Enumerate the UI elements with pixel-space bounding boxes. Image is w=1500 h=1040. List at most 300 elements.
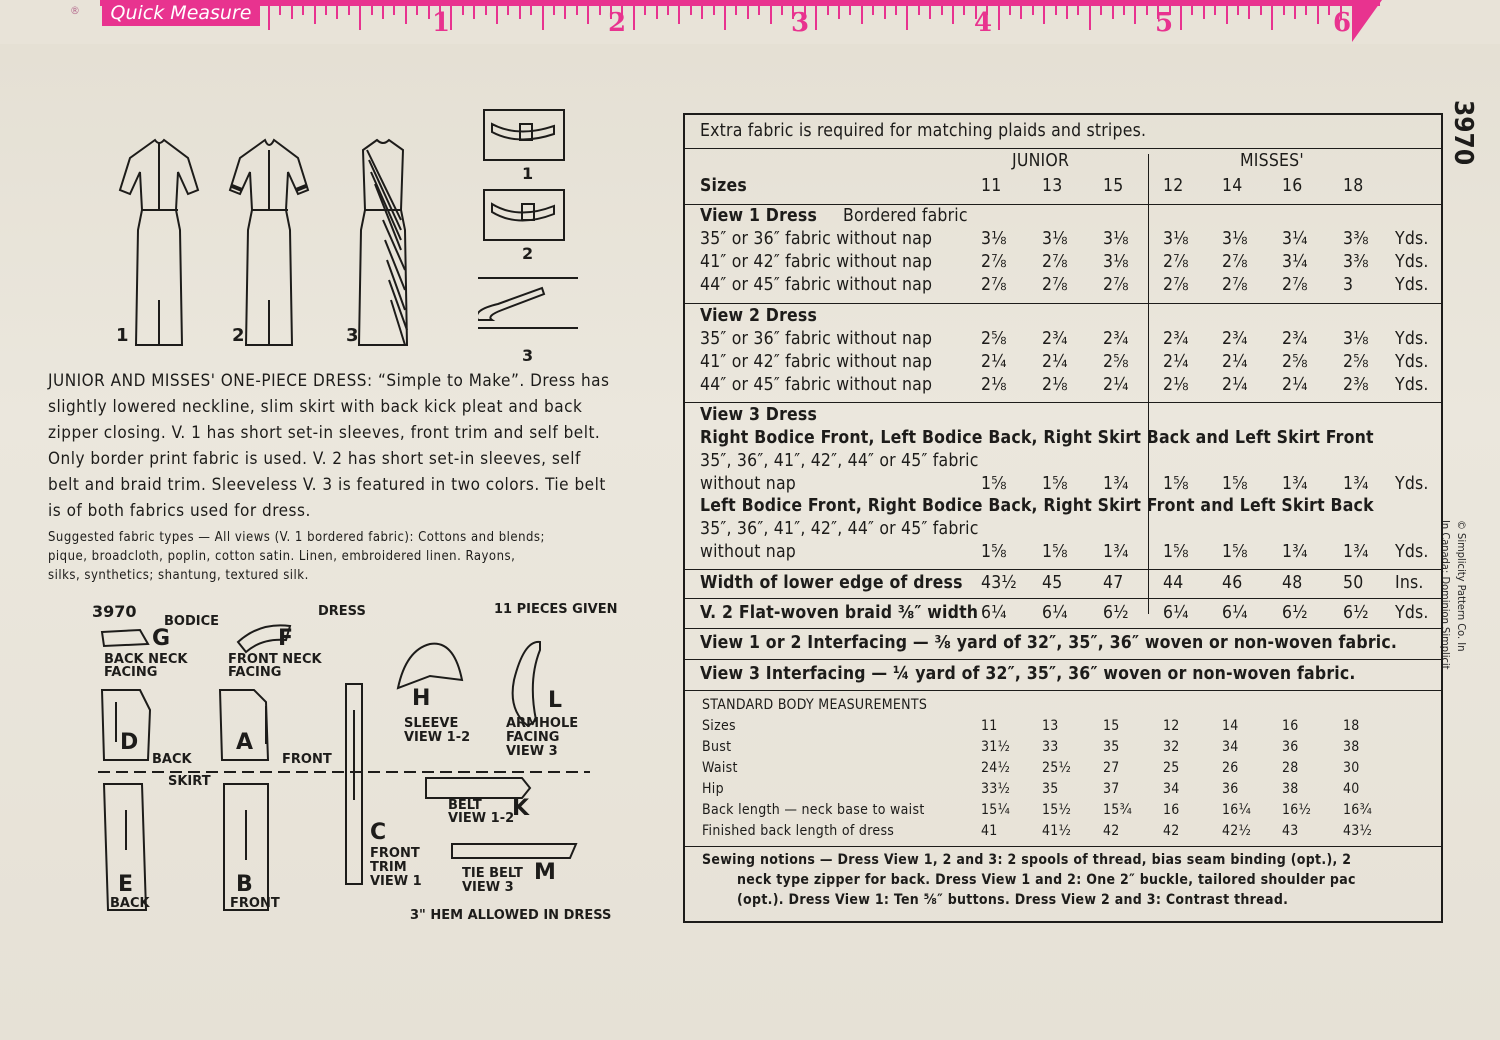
ruler-number-3: 3 (791, 8, 810, 38)
view2-row-cell: 2¼ (1222, 352, 1248, 372)
ruler-tick (735, 6, 737, 15)
std-row-cell: 24½ (981, 760, 1011, 776)
view1-row-cell: 2⅞ (1103, 275, 1129, 295)
ruler-tick (359, 6, 361, 30)
ruler-tick (747, 6, 749, 19)
piece-letter-f: F (278, 626, 294, 651)
ruler-tick (291, 6, 293, 19)
view1-row-cell: 2⅞ (1163, 275, 1189, 295)
view1-row-cell: 2⅞ (1163, 252, 1189, 272)
piece-letter-d: D (120, 730, 139, 755)
std-row-cell: 31½ (981, 739, 1011, 755)
braid-row-cell: 6½ (1343, 603, 1369, 623)
std-row-cell: 25½ (1042, 760, 1072, 776)
view2-row-cell: 2⅛ (1163, 375, 1189, 395)
ruler-tick (519, 6, 521, 19)
view1-row-cell: 3¼ (1282, 252, 1308, 272)
chart-rule-std (685, 846, 1441, 847)
ruler-tick (450, 6, 452, 30)
ruler-tick (713, 6, 715, 15)
view1-row-cell: 3⅛ (1103, 252, 1129, 272)
ruler-tick (1077, 6, 1079, 15)
dress-views-illustration (100, 120, 460, 360)
view-label-3: 3 (346, 325, 359, 346)
std-row-cell: 16 (1282, 718, 1299, 734)
ruler-tick (507, 6, 509, 15)
ruler-number-1: 1 (432, 8, 451, 38)
view3b-row-cell: 1¾ (1343, 542, 1369, 562)
skirt-heading: SKIRT (168, 774, 211, 789)
view3-group-a-nap: without nap (700, 474, 797, 494)
view2-row-label: 35″ or 36″ fabric without nap (700, 329, 933, 349)
piece-l-label-2: FACING (506, 730, 560, 745)
ruler-tick (1294, 6, 1296, 19)
ruler-brand: Quick Measure (102, 0, 260, 26)
std-row-cell: 16¾ (1343, 802, 1373, 818)
ruler-tick (1271, 6, 1273, 30)
view1-row-cell: 3⅛ (981, 229, 1007, 249)
piece-letter-m: M (534, 860, 556, 885)
description-line-5: belt and braid trim. Sleeveless V. 3 is featured in two colors. Tie belt (48, 475, 606, 495)
std-row-label: Hip (702, 781, 724, 797)
ruler-tick (758, 6, 760, 15)
ruler-tick (849, 6, 851, 15)
std-row-cell: 33½ (981, 781, 1011, 797)
fabric-types-line-1: Suggested fabric types — All views (V. 1 bordered fabric): Cottons and blends; (48, 530, 545, 545)
piece-h-label-1: SLEEVE (404, 716, 459, 731)
ruler-tick (1305, 6, 1307, 15)
ruler-tick (1214, 6, 1216, 15)
ruler-tick (462, 6, 464, 15)
chart-rule-v2 (685, 402, 1441, 403)
std-row-cell: 15¼ (981, 802, 1011, 818)
ruler-tick (1226, 6, 1228, 24)
view2-row-cell: 2⅝ (981, 329, 1007, 349)
ruler-tick (884, 6, 886, 19)
ruler-number-2: 2 (608, 8, 627, 38)
view2-row-cell: 2¾ (1282, 329, 1308, 349)
view3b-row-cell: 1⅝ (1042, 542, 1068, 562)
std-row-cell: 42½ (1222, 823, 1252, 839)
std-row-cell: 38 (1282, 781, 1299, 797)
view3b-row-cell: 1⅝ (1163, 542, 1189, 562)
std-row-cell: 13 (1042, 718, 1059, 734)
view3b-row-unit: Yds. (1395, 542, 1429, 562)
piece-letter-l: L (548, 688, 563, 713)
view1-row-cell: 3 (1343, 275, 1354, 295)
std-row-cell: 15¾ (1103, 802, 1133, 818)
ruler-tick (827, 6, 829, 15)
ruler-tick (1089, 6, 1091, 30)
std-row-cell: 14 (1222, 718, 1239, 734)
view2-row-cell: 2¼ (981, 352, 1007, 372)
piece-c-label-2: TRIM (370, 860, 407, 875)
ruler-tick (348, 6, 350, 15)
std-row-cell: 35 (1042, 781, 1059, 797)
piece-m-label-2: VIEW 3 (462, 880, 514, 895)
piece-k-label-1: BELT (448, 798, 482, 813)
misses-heading: MISSES' (1240, 151, 1304, 171)
chart-rule-int1 (685, 659, 1441, 660)
width-row-unit: Ins. (1395, 573, 1424, 593)
ruler-tick (382, 6, 384, 19)
view1-row-cell: 3⅛ (1163, 229, 1189, 249)
view3-group-a: Right Bodice Front, Left Bodice Back, Right Skirt Back and Left Skirt Front (700, 428, 1374, 448)
belt-label-2: 2 (522, 244, 534, 263)
std-row-cell: 36 (1222, 781, 1239, 797)
ruler-tick (428, 6, 430, 19)
piece-letter-g: G (152, 626, 171, 651)
ruler-tick (1123, 6, 1125, 15)
ruler-tick (1009, 6, 1011, 15)
view2-row-unit: Yds. (1395, 375, 1429, 395)
view2-row-unit: Yds. (1395, 329, 1429, 349)
view3a-row-cell: 1⅝ (1163, 474, 1189, 494)
ruler-tick (701, 6, 703, 19)
braid-row-cell: 6½ (1103, 603, 1129, 623)
ruler-tick (564, 6, 566, 19)
piece-a-label: FRONT (282, 752, 332, 767)
view1-row-cell: 3⅛ (1222, 229, 1248, 249)
view2-row-cell: 2⅛ (1042, 375, 1068, 395)
size-header-cell: 16 (1282, 176, 1303, 196)
chart-rule-width (685, 598, 1441, 599)
std-row-cell: 41 (981, 823, 998, 839)
fabric-types-line-2: pique, broadcloth, poplin, cotton satin. Linen, embroidered linen. Rayons, (48, 549, 516, 564)
view3a-row-cell: 1⅝ (1222, 474, 1248, 494)
view3a-row-cell: 1¾ (1103, 474, 1129, 494)
ruler-tick (553, 6, 555, 15)
view2-row-label: 41″ or 42″ fabric without nap (700, 352, 933, 372)
piece-h-label-2: VIEW 1-2 (404, 730, 471, 745)
view1-row-label: 35″ or 36″ fabric without nap (700, 229, 933, 249)
piece-m-label-1: TIE BELT (462, 866, 523, 881)
width-row-cell: 43½ (981, 573, 1017, 593)
view2-row-label: 44″ or 45″ fabric without nap (700, 375, 933, 395)
ruler-tick (587, 6, 589, 24)
piece-letter-h: H (412, 686, 431, 711)
view1-row-cell: 3⅜ (1343, 252, 1369, 272)
ruler-tick (656, 6, 658, 19)
std-row-cell: 33 (1042, 739, 1059, 755)
std-row-cell: 43½ (1343, 823, 1373, 839)
belt-illustrations (478, 106, 578, 346)
view-label-1: 1 (116, 325, 129, 346)
braid-label: V. 2 Flat-woven braid ⅜″ width (700, 603, 979, 623)
view3-title: View 3 Dress (700, 405, 818, 425)
width-label: Width of lower edge of dress (700, 573, 963, 593)
view1-row-cell: 3⅛ (1103, 229, 1129, 249)
sizes-label: Sizes (700, 176, 747, 196)
view2-row-cell: 2¾ (1042, 329, 1068, 349)
ruler-tick (416, 6, 418, 15)
std-row-cell: 42 (1103, 823, 1120, 839)
ruler-tick (781, 6, 783, 15)
junior-misses-divider (1148, 154, 1149, 614)
view1-title: View 1 Dress (700, 206, 818, 226)
ruler-tick (542, 6, 544, 30)
piece-l-label-1: ARMHOLE (506, 716, 579, 731)
ruler-tick (929, 6, 931, 19)
ruler-tick (1100, 6, 1102, 15)
braid-row-cell: 6¼ (1042, 603, 1068, 623)
registered-mark: ® (70, 4, 80, 17)
ruler-tick (815, 6, 817, 30)
ruler-tick (861, 6, 863, 24)
chart-rule-top (685, 148, 1441, 149)
belt-label-3: 3 (522, 346, 534, 365)
dress-heading: DRESS (318, 604, 366, 619)
std-row-label: Sizes (702, 718, 736, 734)
ruler-tick (1248, 6, 1250, 19)
size-header-cell: 12 (1163, 176, 1184, 196)
view3-group-b-nap: without nap (700, 542, 797, 562)
piece-g-label-2: FACING (104, 665, 158, 680)
std-row-cell: 15½ (1042, 802, 1072, 818)
ruler-tick (576, 6, 578, 15)
std-row-cell: 16½ (1282, 802, 1312, 818)
ruler-tick (644, 6, 646, 15)
width-row-cell: 50 (1343, 573, 1364, 593)
view1-row-cell: 3⅛ (1042, 229, 1068, 249)
view3b-row-cell: 1¾ (1282, 542, 1308, 562)
size-header-cell: 18 (1343, 176, 1364, 196)
description-line-3: zipper closing. V. 1 has short set-in sleeves, front trim and self belt. (48, 423, 601, 443)
view2-row-cell: 2⅝ (1343, 352, 1369, 372)
piece-d-label: BACK (152, 752, 192, 767)
std-row-cell: 16 (1163, 802, 1180, 818)
braid-row-cell: 6½ (1282, 603, 1308, 623)
interfacing-view-1-2: View 1 or 2 Interfacing — ⅜ yard of 32″, 35″, 36″ woven or non-woven fabric. (700, 633, 1398, 653)
ruler-tick (1066, 6, 1068, 19)
size-header-cell: 14 (1222, 176, 1243, 196)
chart-rule-sizes (685, 204, 1441, 205)
ruler-tick (838, 6, 840, 19)
view1-row-unit: Yds. (1395, 275, 1429, 295)
view2-row-cell: 2¾ (1222, 329, 1248, 349)
plaid-note: Extra fabric is required for matching plaids and stripes. (700, 121, 1147, 141)
size-header-cell: 11 (981, 176, 1002, 196)
std-row-cell: 32 (1163, 739, 1180, 755)
notions-line-3: (opt.). Dress View 1: Ten ⅝″ buttons. Dress View 2 and 3: Contrast thread. (737, 892, 1289, 908)
piece-k-label-2: VIEW 1-2 (448, 811, 515, 826)
ruler-tick (302, 6, 304, 15)
ruler-tick (1328, 6, 1330, 15)
view1-row-cell: 2⅞ (1042, 275, 1068, 295)
description-line-6: is of both fabrics used for dress. (48, 501, 311, 521)
view3a-row-cell: 1⅝ (981, 474, 1007, 494)
ruler-tick (371, 6, 373, 15)
view2-row-cell: 2⅜ (1343, 375, 1369, 395)
view1-row-cell: 2⅞ (981, 275, 1007, 295)
view3-group-b-fabric: 35″, 36″, 41″, 42″, 44″ or 45″ fabric (700, 519, 979, 539)
ruler-tick (872, 6, 874, 15)
view1-row-cell: 3⅜ (1343, 229, 1369, 249)
std-row-cell: 12 (1163, 718, 1180, 734)
std-row-cell: 15 (1103, 718, 1120, 734)
std-row-cell: 28 (1282, 760, 1299, 776)
std-row-cell: 36 (1282, 739, 1299, 755)
chart-rule-v1 (685, 303, 1441, 304)
std-row-cell: 34 (1222, 739, 1239, 755)
hem-note: 3" HEM ALLOWED IN DRESS (410, 908, 612, 923)
view3b-row-cell: 1⅝ (981, 542, 1007, 562)
ruler-tick (1112, 6, 1114, 19)
std-row-cell: 43 (1282, 823, 1299, 839)
view2-row-cell: 2⅝ (1282, 352, 1308, 372)
std-row-cell: 18 (1343, 718, 1360, 734)
standard-measurements-title: STANDARD BODY MEASUREMENTS (702, 697, 928, 713)
ruler-tick (336, 6, 338, 19)
std-row-label: Bust (702, 739, 732, 755)
ruler-tick (918, 6, 920, 15)
ruler-tick (268, 6, 270, 30)
braid-row-cell: 6¼ (1163, 603, 1189, 623)
ruler-tick (667, 6, 669, 15)
view2-row-cell: 2¼ (1222, 375, 1248, 395)
piece-c-label-1: FRONT (370, 846, 420, 861)
piece-letter-k: K (512, 796, 530, 821)
ruler-number-4: 4 (974, 8, 993, 38)
ruler-number-5: 5 (1155, 8, 1174, 38)
width-row-cell: 44 (1163, 573, 1184, 593)
std-row-label: Waist (702, 760, 738, 776)
std-row-cell: 25 (1163, 760, 1180, 776)
std-row-cell: 37 (1103, 781, 1120, 797)
ruler-tick (690, 6, 692, 15)
view2-row-cell: 2¾ (1163, 329, 1189, 349)
ruler-tick (325, 6, 327, 15)
piece-b-label: FRONT (230, 896, 280, 911)
view3b-row-cell: 1⅝ (1222, 542, 1248, 562)
ruler-tick (1055, 6, 1057, 15)
view2-row-unit: Yds. (1395, 352, 1429, 372)
ruler-tick (1237, 6, 1239, 15)
view3b-row-cell: 1¾ (1103, 542, 1129, 562)
view2-row-cell: 3⅛ (1343, 329, 1369, 349)
piece-letter-b: B (236, 872, 253, 897)
junior-heading: JUNIOR (1012, 151, 1070, 171)
copyright-line: © Simplicity Pattern Co. In (1455, 520, 1468, 652)
pieces-given: 11 PIECES GIVEN (494, 602, 618, 617)
view3-group-a-fabric: 35″, 36″, 41″, 42″, 44″ or 45″ fabric (700, 451, 979, 471)
chart-rule-v3 (685, 569, 1441, 570)
piece-c-label-3: VIEW 1 (370, 874, 422, 889)
std-row-cell: 11 (981, 718, 998, 734)
piece-g-label-1: BACK NECK (104, 652, 188, 667)
description-line-1: JUNIOR AND MISSES' ONE-PIECE DRESS: “Simple to Make”. Dress has (48, 371, 610, 391)
braid-row-cell: 6¼ (1222, 603, 1248, 623)
ruler-tick (279, 6, 281, 15)
ruler-tick (393, 6, 395, 15)
ruler-tick (952, 6, 954, 24)
view3-group-b: Left Bodice Front, Right Bodice Back, Right Skirt Front and Left Skirt Back (700, 496, 1374, 516)
ruler-tick (941, 6, 943, 15)
bodice-heading: BODICE (164, 614, 220, 629)
ruler-tick (1180, 6, 1182, 30)
ruler-tick (1020, 6, 1022, 19)
std-row-label: Back length — neck base to waist (702, 802, 925, 818)
piece-l-label-3: VIEW 3 (506, 744, 558, 759)
ruler-tick (770, 6, 772, 24)
std-row-cell: 35 (1103, 739, 1120, 755)
view2-row-cell: 2¼ (1163, 352, 1189, 372)
std-row-cell: 40 (1343, 781, 1360, 797)
size-header-cell: 15 (1103, 176, 1124, 196)
view1-row-label: 44″ or 45″ fabric without nap (700, 275, 933, 295)
view2-row-cell: 2⅛ (981, 375, 1007, 395)
ruler-tick (906, 6, 908, 30)
view1-row-cell: 3¼ (1282, 229, 1308, 249)
chart-rule-braid (685, 628, 1441, 629)
std-row-cell: 38 (1343, 739, 1360, 755)
belt-label-1: 1 (522, 164, 534, 183)
ruler-end-marker (1352, 0, 1382, 42)
braid-row-unit: Yds. (1395, 603, 1429, 623)
ruler-tick (1260, 6, 1262, 15)
width-row-cell: 46 (1222, 573, 1243, 593)
quick-measure-ruler (0, 0, 1500, 44)
ruler-tick (963, 6, 965, 15)
notions-line-1: Sewing notions — Dress View 1, 2 and 3: 2 spools of thread, bias seam binding (opt.), 2 (702, 852, 1352, 868)
ruler-tick (895, 6, 897, 15)
std-row-cell: 27 (1103, 760, 1120, 776)
size-header-cell: 13 (1042, 176, 1063, 196)
view2-row-cell: 2¾ (1103, 329, 1129, 349)
piece-letter-c: C (370, 820, 387, 845)
view2-row-cell: 2⅝ (1103, 352, 1129, 372)
piece-f-label-2: FACING (228, 665, 282, 680)
ruler-tick (678, 6, 680, 24)
ruler-number-6: 6 (1333, 8, 1352, 38)
piece-letter-e: E (118, 872, 134, 897)
ruler-tick (485, 6, 487, 15)
std-row-label: Finished back length of dress (702, 823, 895, 839)
ruler-tick (633, 6, 635, 30)
pattern-number-vertical: 3970 (1448, 100, 1478, 166)
std-row-cell: 30 (1343, 760, 1360, 776)
std-row-cell: 41½ (1042, 823, 1072, 839)
description-line-2: slightly lowered neckline, slim skirt with back kick pleat and back (48, 397, 583, 417)
std-row-cell: 34 (1163, 781, 1180, 797)
ruler-tick (1146, 6, 1148, 15)
ruler-tick (724, 6, 726, 30)
braid-row-cell: 6¼ (981, 603, 1007, 623)
view1-row-unit: Yds. (1395, 252, 1429, 272)
ruler-tick (1032, 6, 1034, 15)
ruler-tick (405, 6, 407, 24)
ruler-tick (1317, 6, 1319, 24)
chart-rule-int3 (685, 690, 1441, 691)
ruler-tick (530, 6, 532, 15)
ruler-tick (496, 6, 498, 24)
ruler-tick (1283, 6, 1285, 15)
view2-row-cell: 2¼ (1103, 375, 1129, 395)
ruler-tick (1134, 6, 1136, 24)
description-line-4: Only border print fabric is used. V. 2 has short set-in sleeves, self (48, 449, 581, 469)
ruler-tick (1203, 6, 1205, 19)
ruler-tick (473, 6, 475, 19)
piece-f-label-1: FRONT NECK (228, 652, 322, 667)
width-row-cell: 47 (1103, 573, 1124, 593)
fabric-types-line-3: silks, synthetics; shantung, textured silk. (48, 568, 309, 583)
view1-row-unit: Yds. (1395, 229, 1429, 249)
view3a-row-cell: 1¾ (1282, 474, 1308, 494)
ruler-tick (314, 6, 316, 24)
piece-e-label: BACK (110, 896, 150, 911)
ruler-tick (599, 6, 601, 15)
std-row-cell: 16¼ (1222, 802, 1252, 818)
